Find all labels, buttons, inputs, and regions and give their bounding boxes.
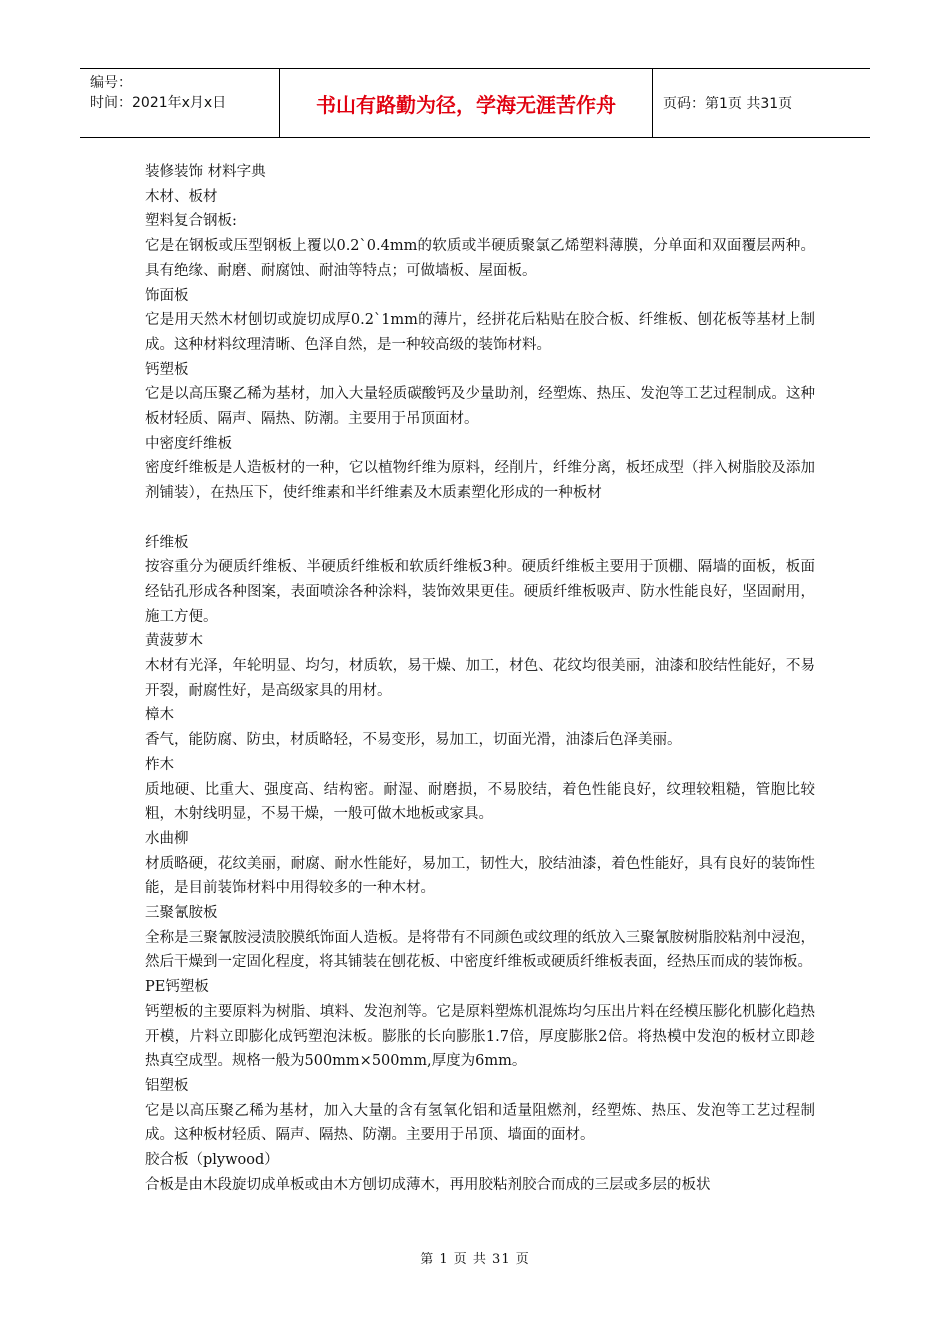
entry-heading: 胶合板（plywood） (145, 1152, 279, 1169)
entry-heading: 纤维板 (145, 534, 189, 551)
page-header (80, 68, 870, 138)
entry-heading: 柞木 (145, 756, 174, 773)
entry-body: 香气，能防腐、防虫，材质略轻，不易变形，易加工，切面光滑，油漆后色泽美丽。 (145, 732, 682, 749)
entry-body: 它是在钢板或压型钢板上覆以0.2`0.4mm的软质或半硬质聚氯乙烯塑料薄膜，分单面和双面覆层两种。具有绝缘、耐磨、耐腐蚀、耐油等特点；可做墙板、屋面板。 (145, 238, 815, 279)
entry-heading: 塑料复合钢板: (145, 213, 237, 230)
entry-body: 按容重分为硬质纤维板、半硬质纤维板和软质纤维板3种。硬质纤维板主要用于顶棚、隔墙的面板，板面经钻孔形成各种图案，表面喷涂各种涂料，装饰效果更佳。硬质纤维板吸声、防水性能良好，坚固耐用，施工方便。 (145, 559, 815, 625)
header-meta (80, 69, 280, 137)
document-body (145, 160, 815, 1198)
entry-body: 质地硬、比重大、强度高、结构密。耐湿、耐磨损，不易胶结，着色性能良好，纹理较粗糙，管胞比较粗，木射线明显，不易干燥，一般可做木地板或家具。 (145, 781, 815, 823)
entry-heading: PE钙塑板 (145, 979, 209, 996)
document-title: 装修装饰 材料字典 (145, 164, 266, 180)
entry-heading: 饰面板 (145, 287, 189, 304)
header-page-label: 页码：第1页 共31页 (663, 96, 793, 112)
blank-line (145, 506, 815, 531)
entry-body: 全称是三聚氰胺浸渍胶膜纸饰面人造板。是将带有不同颜色或纹理的纸放入三聚氰胺树脂胶粘剂中浸泡，然后干燥到一定固化程度，将其铺装在刨花板、中密度纤维板或硬质纤维板表面，经热压而成的装饰板。 (145, 929, 815, 971)
entry-heading: 钙塑板 (145, 361, 189, 378)
entry-body: 它是用天然木材刨切或旋切成厚0.2`1mm的薄片，经拼花后粘贴在胶合板、纤维板、刨花板等基材上制成。这种材料纹理清晰、色泽自然，是一种较高级的装饰材料。 (145, 312, 815, 353)
entry-heading: 水曲柳 (145, 830, 189, 847)
entry-body: 钙塑板的主要原料为树脂、填料、发泡剂等。它是原料塑炼机混炼均匀压出片料在经模压膨化机膨化趋热开模，片料立即膨化成钙塑泡沫板。膨胀的长向膨胀1.7倍，厚度膨胀2倍。将热模中发泡的板材立即趁热真空成型。规格一般为500mm×500mm,厚度为6mm。 (145, 1003, 815, 1070)
entry-heading: 中密度纤维板 (145, 435, 232, 452)
time-label: 时间：2021年x月x日 (90, 95, 227, 111)
entry-body: 密度纤维板是人造板材的一种，它以植物纤维为原料，经削片，纤维分离，板坯成型（拌入树脂胶及添加剂铺装），在热压下，使纤维素和半纤维素及木质素塑化形成的一种板材 (145, 460, 815, 502)
entry-heading: 黄菠萝木 (145, 633, 203, 650)
entry-body: 材质略硬，花纹美丽，耐腐、耐水性能好，易加工，韧性大，胶结油漆，着色性能好，具有良好的装饰性能，是目前装饰材料中用得较多的一种木材。 (145, 855, 815, 897)
page-footer: 第 1 页 共 31 页 (420, 1252, 530, 1267)
number-label: 编号： (90, 75, 132, 91)
entry-body: 木材有光泽，年轮明显、均匀，材质软，易干燥、加工，材色、花纹均很美丽，油漆和胶结性能好，不易开裂，耐腐性好，是高级家具的用材。 (145, 658, 815, 699)
entry-heading: 三聚氰胺板 (145, 905, 218, 922)
entry-body: 合板是由木段旋切成单板或由木方刨切成薄木，再用胶粘剂胶合而成的三层或多层的板状 (145, 1176, 711, 1193)
entry-body: 它是以高压聚乙稀为基材，加入大量的含有氢氧化铝和适量阻燃剂，经塑炼、热压、发泡等工艺过程制成。这种板材轻质、隔声、隔热、防潮。主要用于吊顶、墙面的面材。 (145, 1102, 815, 1144)
entry-heading: 樟木 (145, 707, 174, 724)
header-motto: 书山有路勤为径，学海无涯苦作舟 (280, 69, 653, 137)
category-heading: 木材、板材 (145, 188, 218, 205)
entry-heading: 铝塑板 (145, 1078, 189, 1094)
entry-body: 它是以高压聚乙稀为基材，加入大量轻质碳酸钙及少量助剂，经塑炼、热压、发泡等工艺过程制成。这种板材轻质、隔声、隔热、防潮。主要用于吊顶面材。 (145, 386, 815, 428)
